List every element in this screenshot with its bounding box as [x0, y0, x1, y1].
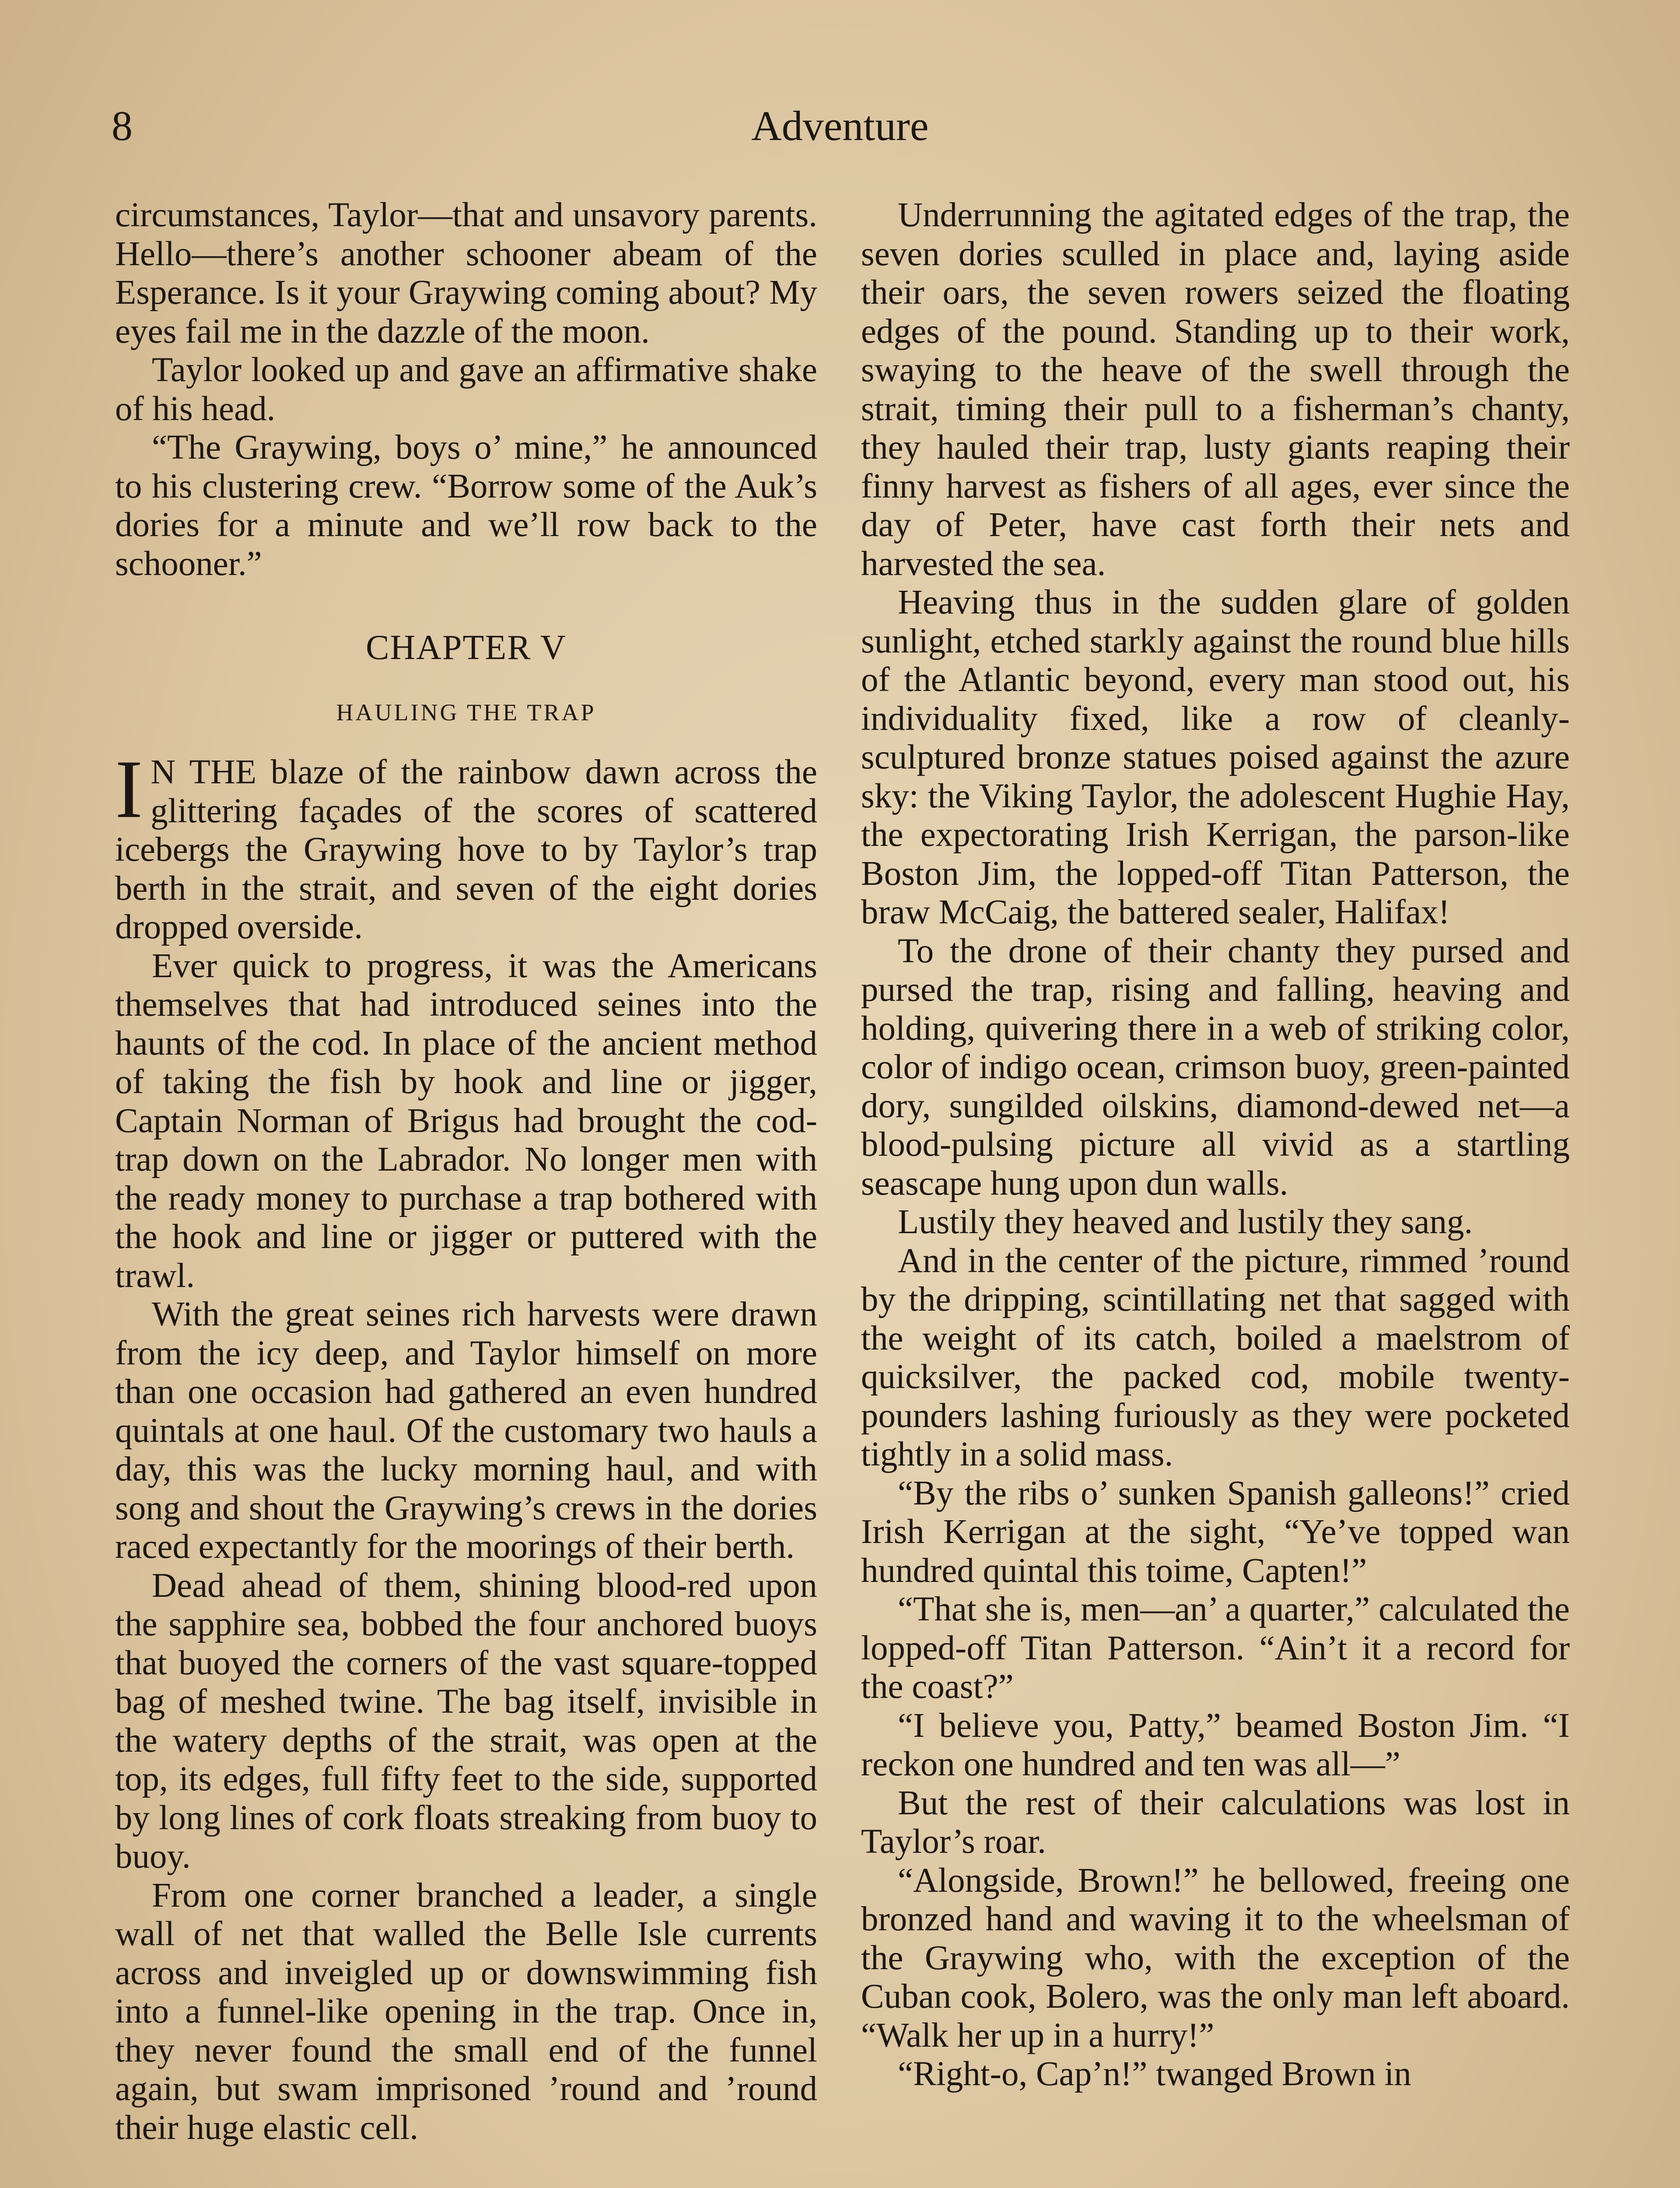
paragraph: “Right-o, Cap’n!” twanged Brown in	[898, 2055, 1411, 2093]
paragraph: With the great seines rich harvests were drawn from the icy deep, and Taylor himself on more than one occasion had gathered an even hundred quintals at one haul. Of the customary two hauls a day, this was the lucky morning haul, and with song and shout the Graywing’s crews in the dories raced expectantly for the moorings of their berth.	[115, 1295, 817, 1566]
left-column	[115, 196, 817, 2147]
page-header	[0, 102, 1680, 154]
paragraph: Heaving thus in the sudden glare of golden sunlight, etched starkly against the round blue hills of the Atlantic beyond, every man stood out, his individuality fixed, like a row of cleanly-sculptured bronze statues poised against the azure sky: the Viking Taylor, the adolescent Hughie Hay, the expectorating Irish Kerrigan, the parson-like Boston Jim, the lopped-off Titan Patterson, the braw McCaig, the battered sealer, Halifax!	[861, 583, 1570, 931]
paragraph: Lustily they heaved and lustily they sang.	[898, 1203, 1473, 1241]
paragraph: circumstances, Taylor—that and unsavory parents. Hello—there’s another schooner abeam of the Esperance. Is it your Graywing coming about? My eyes fail me in the dazzle of the moon.	[115, 196, 817, 351]
running-title: Adventure	[751, 102, 929, 149]
paragraph: “I believe you, Patty,” beamed Boston Jim. “I reckon one hundred and ten was all—”	[861, 1706, 1570, 1783]
chapter-subtitle: HAULING THE TRAP	[336, 699, 596, 726]
paragraph: And in the center of the picture, rimmed ’round by the dripping, scintillating net that sagged with the weight of its catch, boiled a maelstrom of quicksilver, the packed cod, mobile twenty-pounders lashing furiously as they were pocketed tightly in a solid mass.	[861, 1241, 1570, 1473]
right-column	[861, 196, 1570, 2094]
paragraph: But the rest of their calculations was lost in Taylor’s roar.	[861, 1784, 1570, 1861]
page-number: 8	[112, 102, 133, 149]
paragraph: Underrunning the agitated edges of the trap, the seven dories sculled in place and, laying aside their oars, the seven rowers seized the floating edges of the pound. Standing up to their work, swaying to the heave of the swell through the strait, timing their pull to a fisherman’s chanty, they hauled their trap, lusty giants reaping their finny harvest as fishers of all ages, ever since the day of Peter, have cast forth their nets and harvested the sea.	[861, 196, 1570, 583]
paragraph: Taylor looked up and gave an affirmative shake of his head.	[115, 351, 817, 428]
paragraph: From one corner branched a leader, a single wall of net that walled the Belle Isle currents across and inveigled up or downswimming fish into a funnel-like opening in the trap. Once in, they never found the small end of the funnel again, but swam imprisoned ’round and ’round their huge elastic cell.	[115, 1876, 817, 2147]
paragraph: Ever quick to progress, it was the Americans themselves that had introduced seines into the haunts of the cod. In place of the ancient method of taking the fish by hook and line or jigger, Captain Norman of Brigus had brought the cod-trap down on the Labrador. No longer men with the ready money to purchase a trap bothered with the hook and line or jigger or puttered with the trawl.	[115, 947, 817, 1295]
paragraph-dropcap	[115, 743, 817, 947]
paragraph: Dead ahead of them, shining blood-red upon the sapphire sea, bobbed the four anchored buoys that buoyed the corners of the vast square-topped bag of meshed twine. The bag itself, invisible in the watery depths of the strait, was open at the top, its edges, full fifty feet to the side, supported by long lines of cork floats streaking from buoy to buoy.	[115, 1566, 817, 1876]
chapter-title: CHAPTER V	[366, 628, 567, 667]
drop-cap: I	[115, 743, 143, 835]
paragraph-text: N THE blaze of the rainbow dawn across the glittering façades of the scores of scattered icebergs the Graywing hove to by Taylor’s trap berth in the strait, and seven of the eight dories dropped overside.	[115, 753, 817, 946]
paragraph: “The Graywing, boys o’ mine,” he announced to his clustering crew. “Borrow some of the Auk’s dories for a minute and we’ll row back to the schooner.”	[115, 428, 817, 583]
paragraph: “By the ribs o’ sunken Spanish galleons!” cried Irish Kerrigan at the sight, “Ye’ve topped wan hundred quintal this toime, Capten!”	[861, 1474, 1570, 1590]
paragraph: “That she is, men—an’ a quarter,” calculated the lopped-off Titan Patterson. “Ain’t it a record for the coast?”	[861, 1590, 1570, 1706]
paragraph: “Alongside, Brown!” he bellowed, freeing one bronzed hand and waving it to the wheelsman of the Graywing who, with the exception of the Cuban cook, Bolero, was the only man left aboard. “Walk her up in a hurry!”	[861, 1861, 1570, 2055]
paragraph: To the drone of their chanty they pursed and pursed the trap, rising and falling, heaving and holding, quivering there in a web of striking color, color of indigo ocean, crimson buoy, green-painted dory, sungilded oilskins, diamond-dewed net—a blood-pulsing picture all vivid as a startling seascape hung upon dun walls.	[861, 932, 1570, 1203]
